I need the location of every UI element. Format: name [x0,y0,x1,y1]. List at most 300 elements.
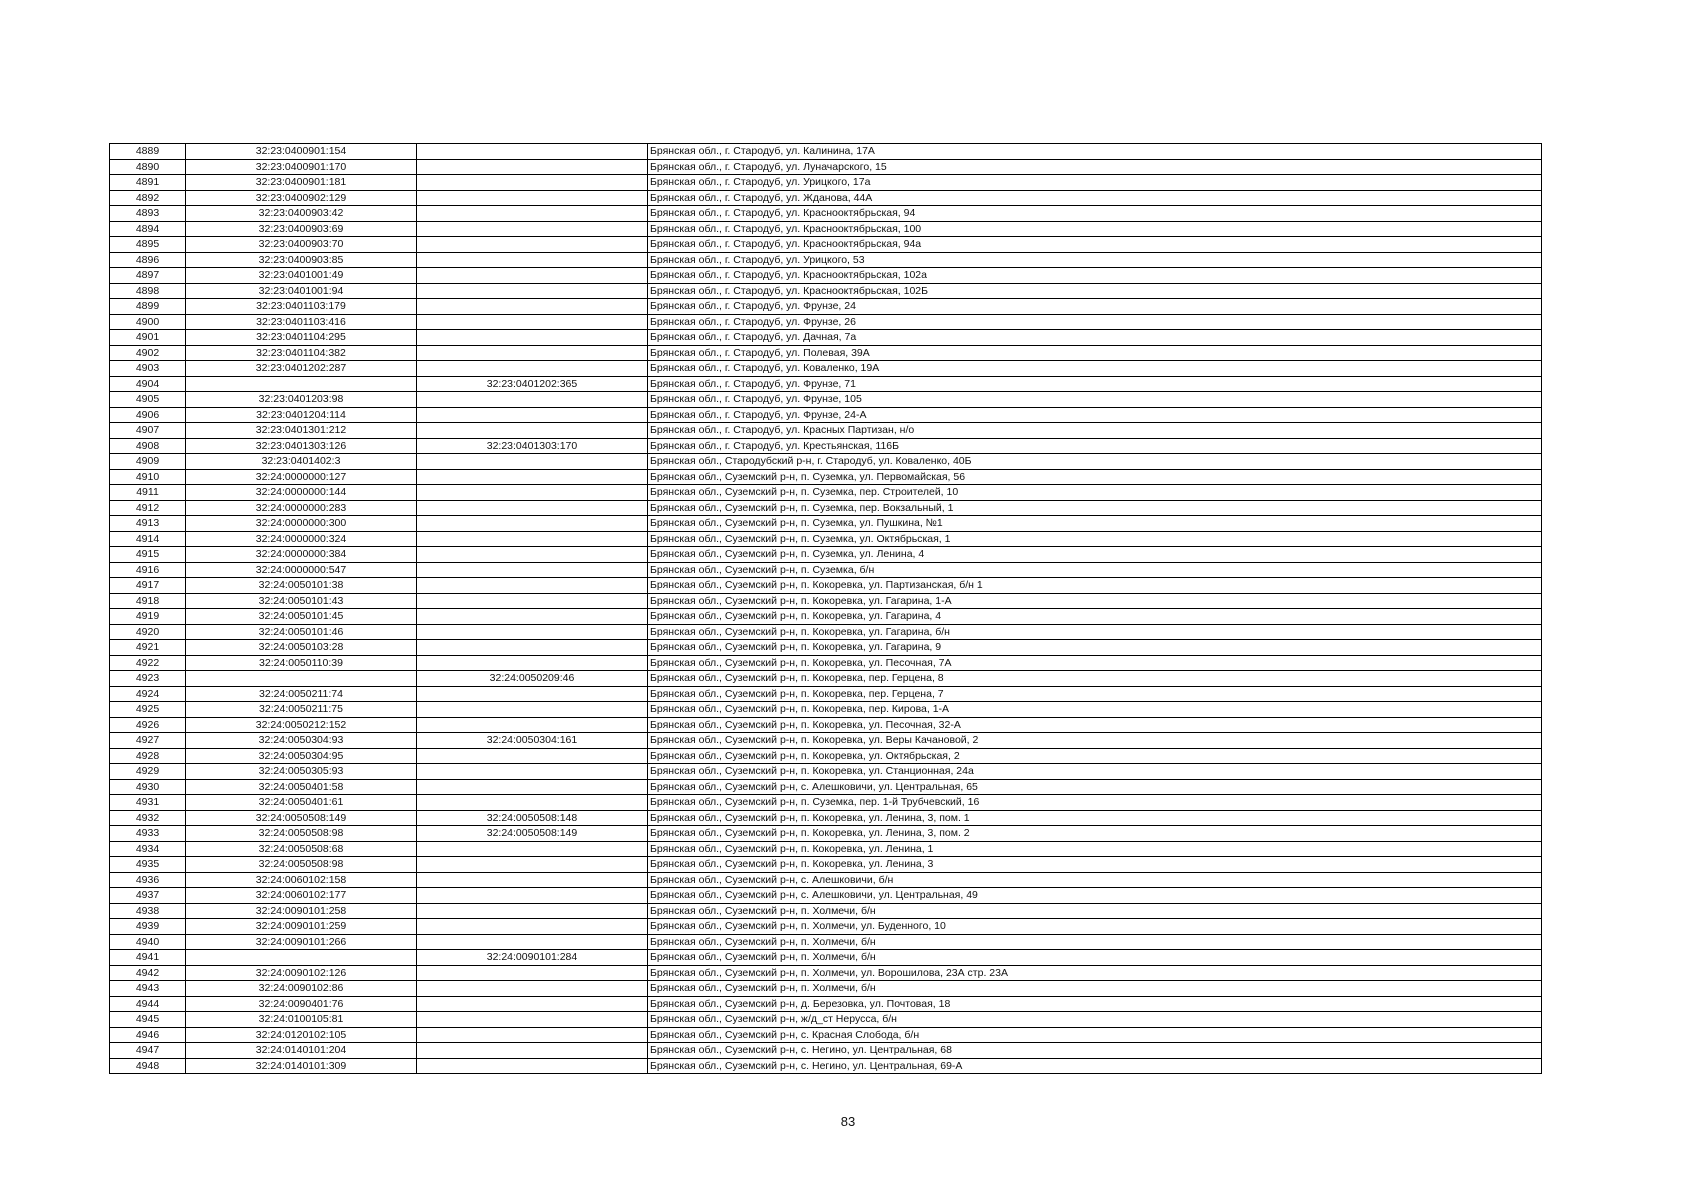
row-number-cell: 4889 [110,144,186,160]
previous-cadastral-number-cell: 32:24:0050304:161 [417,733,648,749]
previous-cadastral-number-cell [417,144,648,160]
table-row [110,1043,1542,1059]
cadastral-number-cell: 32:24:0100105:81 [186,1012,417,1028]
row-number-cell: 4921 [110,640,186,656]
previous-cadastral-number-cell: 32:24:0090101:284 [417,950,648,966]
row-number-cell: 4930 [110,779,186,795]
table-row [110,237,1542,253]
table-row [110,1027,1542,1043]
table-row [110,144,1542,160]
address-cell: Брянская обл., Суземский р-н, п. Суземка, пер. Вокзальный, 1 [648,500,1542,516]
cadastral-number-cell: 32:24:0090101:259 [186,919,417,935]
address-cell: Брянская обл., Суземский р-н, п. Холмечи, ул. Ворошилова, 23А стр. 23А [648,965,1542,981]
table-row [110,671,1542,687]
address-cell: Брянская обл., г. Стародуб, ул. Дачная, 7а [648,330,1542,346]
previous-cadastral-number-cell: 32:23:0401202:365 [417,376,648,392]
previous-cadastral-number-cell [417,841,648,857]
cadastral-number-cell: 32:24:0050508:98 [186,826,417,842]
cadastral-number-cell: 32:24:0090102:126 [186,965,417,981]
cadastral-number-cell: 32:24:0000000:384 [186,547,417,563]
previous-cadastral-number-cell [417,268,648,284]
row-number-cell: 4924 [110,686,186,702]
table-row [110,872,1542,888]
row-number-cell: 4922 [110,655,186,671]
row-number-cell: 4891 [110,175,186,191]
address-cell: Брянская обл., Суземский р-н, п. Кокоревка, ул. Партизанская, б/н 1 [648,578,1542,594]
row-number-cell: 4913 [110,516,186,532]
cadastral-number-cell: 32:24:0050304:93 [186,733,417,749]
row-number-cell: 4942 [110,965,186,981]
address-cell: Брянская обл., г. Стародуб, ул. Калинина, 17А [648,144,1542,160]
previous-cadastral-number-cell [417,407,648,423]
table-row [110,578,1542,594]
table-row [110,392,1542,408]
previous-cadastral-number-cell [417,423,648,439]
previous-cadastral-number-cell [417,1027,648,1043]
address-cell: Брянская обл., г. Стародуб, ул. Крестьянская, 116Б [648,438,1542,454]
cadastral-number-cell: 32:24:0050508:98 [186,857,417,873]
row-number-cell: 4903 [110,361,186,377]
table-row [110,717,1542,733]
table-row [110,361,1542,377]
table-row [110,252,1542,268]
table-row [110,624,1542,640]
address-cell: Брянская обл., Суземский р-н, п. Суземка, пер. Строителей, 10 [648,485,1542,501]
address-cell: Брянская обл., Суземский р-н, п. Холмечи, б/н [648,950,1542,966]
previous-cadastral-number-cell [417,175,648,191]
row-number-cell: 4899 [110,299,186,315]
address-cell: Брянская обл., Суземский р-н, с. Негино, ул. Центральная, 69-А [648,1058,1542,1074]
table-row [110,190,1542,206]
address-cell: Брянская обл., Суземский р-н, п. Кокоревка, ул. Ленина, 3, пом. 1 [648,810,1542,826]
previous-cadastral-number-cell [417,965,648,981]
address-cell: Брянская обл., г. Стародуб, ул. Краснооктябрьская, 94а [648,237,1542,253]
address-cell: Брянская обл., Суземский р-н, п. Холмечи, ул. Буденного, 10 [648,919,1542,935]
address-cell: Брянская обл., Суземский р-н, п. Кокоревка, ул. Ленина, 1 [648,841,1542,857]
table-row [110,919,1542,935]
address-cell: Брянская обл., Суземский р-н, п. Холмечи, б/н [648,981,1542,997]
row-number-cell: 4917 [110,578,186,594]
cadastral-number-cell: 32:23:0401104:295 [186,330,417,346]
table-row [110,516,1542,532]
table-row [110,733,1542,749]
address-cell: Брянская обл., Суземский р-н, п. Кокоревка, ул. Гагарина, 4 [648,609,1542,625]
cadastral-number-cell: 32:23:0401001:49 [186,268,417,284]
cadastral-number-cell: 32:24:0060102:177 [186,888,417,904]
row-number-cell: 4931 [110,795,186,811]
address-cell: Брянская обл., Суземский р-н, п. Кокоревка, ул. Гагарина, б/н [648,624,1542,640]
row-number-cell: 4933 [110,826,186,842]
previous-cadastral-number-cell [417,454,648,470]
row-number-cell: 4943 [110,981,186,997]
address-cell: Брянская обл., г. Стародуб, ул. Луначарского, 15 [648,159,1542,175]
previous-cadastral-number-cell [417,779,648,795]
previous-cadastral-number-cell [417,159,648,175]
table-row [110,547,1542,563]
address-cell: Брянская обл., Суземский р-н, п. Кокоревка, ул. Песочная, 32-А [648,717,1542,733]
previous-cadastral-number-cell [417,345,648,361]
previous-cadastral-number-cell [417,485,648,501]
previous-cadastral-number-cell [417,996,648,1012]
row-number-cell: 4945 [110,1012,186,1028]
previous-cadastral-number-cell [417,919,648,935]
cadastral-number-cell: 32:24:0000000:127 [186,469,417,485]
cadastral-number-cell: 32:24:0000000:300 [186,516,417,532]
row-number-cell: 4938 [110,903,186,919]
row-number-cell: 4939 [110,919,186,935]
cadastral-number-cell: 32:24:0050304:95 [186,748,417,764]
previous-cadastral-number-cell [417,795,648,811]
cadastral-number-cell: 32:24:0050401:58 [186,779,417,795]
cadastral-number-cell: 32:24:0000000:144 [186,485,417,501]
cadastral-number-cell: 32:23:0401402:3 [186,454,417,470]
cadastral-number-cell: 32:23:0401301:212 [186,423,417,439]
table-row [110,686,1542,702]
previous-cadastral-number-cell [417,392,648,408]
row-number-cell: 4895 [110,237,186,253]
table-row [110,764,1542,780]
row-number-cell: 4932 [110,810,186,826]
table-row [110,795,1542,811]
previous-cadastral-number-cell [417,469,648,485]
row-number-cell: 4911 [110,485,186,501]
cadastral-number-cell: 32:24:0060102:158 [186,872,417,888]
row-number-cell: 4896 [110,252,186,268]
address-cell: Брянская обл., Суземский р-н, п. Суземка, б/н [648,562,1542,578]
table-row [110,655,1542,671]
table-row [110,454,1542,470]
previous-cadastral-number-cell [417,516,648,532]
cadastral-number-cell: 32:24:0120102:105 [186,1027,417,1043]
table-row [110,934,1542,950]
table-row [110,438,1542,454]
previous-cadastral-number-cell [417,981,648,997]
address-cell: Брянская обл., Суземский р-н, с. Алешковичи, ул. Центральная, 49 [648,888,1542,904]
previous-cadastral-number-cell [417,237,648,253]
row-number-cell: 4906 [110,407,186,423]
cadastral-number-cell: 32:24:0000000:324 [186,531,417,547]
row-number-cell: 4937 [110,888,186,904]
row-number-cell: 4890 [110,159,186,175]
property-registry-table [109,143,1542,1074]
cadastral-number-cell: 32:24:0090101:266 [186,934,417,950]
previous-cadastral-number-cell [417,562,648,578]
address-cell: Брянская обл., г. Стародуб, ул. Жданова, 44А [648,190,1542,206]
table-row [110,1012,1542,1028]
address-cell: Брянская обл., г. Стародуб, ул. Краснооктябрьская, 102Б [648,283,1542,299]
previous-cadastral-number-cell [417,252,648,268]
cadastral-number-cell: 32:23:0401001:94 [186,283,417,299]
row-number-cell: 4948 [110,1058,186,1074]
table-row [110,469,1542,485]
table-row [110,903,1542,919]
address-cell: Брянская обл., г. Стародуб, ул. Фрунзе, 26 [648,314,1542,330]
table-row [110,283,1542,299]
page-number: 83 [840,1114,856,1129]
previous-cadastral-number-cell [417,702,648,718]
address-cell: Брянская обл., г. Стародуб, ул. Фрунзе, 71 [648,376,1542,392]
previous-cadastral-number-cell [417,221,648,237]
address-cell: Брянская обл., Суземский р-н, с. Негино, ул. Центральная, 68 [648,1043,1542,1059]
previous-cadastral-number-cell [417,934,648,950]
cadastral-number-cell: 32:23:0400903:42 [186,206,417,222]
row-number-cell: 4934 [110,841,186,857]
address-cell: Брянская обл., г. Стародуб, ул. Полевая, 39А [648,345,1542,361]
cadastral-number-cell: 32:24:0050110:39 [186,655,417,671]
row-number-cell: 4908 [110,438,186,454]
previous-cadastral-number-cell: 32:23:0401303:170 [417,438,648,454]
row-number-cell: 4940 [110,934,186,950]
row-number-cell: 4902 [110,345,186,361]
row-number-cell: 4935 [110,857,186,873]
previous-cadastral-number-cell [417,593,648,609]
cadastral-number-cell: 32:24:0050211:75 [186,702,417,718]
previous-cadastral-number-cell [417,190,648,206]
address-cell: Брянская обл., г. Стародуб, ул. Фрунзе, 24-А [648,407,1542,423]
row-number-cell: 4892 [110,190,186,206]
previous-cadastral-number-cell [417,655,648,671]
row-number-cell: 4893 [110,206,186,222]
row-number-cell: 4905 [110,392,186,408]
previous-cadastral-number-cell [417,1043,648,1059]
table-row [110,407,1542,423]
row-number-cell: 4929 [110,764,186,780]
previous-cadastral-number-cell [417,624,648,640]
previous-cadastral-number-cell: 32:24:0050508:148 [417,810,648,826]
address-cell: Брянская обл., Стародубский р-н, г. Стародуб, ул. Коваленко, 40Б [648,454,1542,470]
address-cell: Брянская обл., Суземский р-н, п. Кокоревка, пер. Кирова, 1-А [648,702,1542,718]
cadastral-number-cell: 32:23:0401103:416 [186,314,417,330]
cadastral-number-cell: 32:24:0140101:204 [186,1043,417,1059]
cadastral-number-cell: 32:23:0400901:170 [186,159,417,175]
row-number-cell: 4910 [110,469,186,485]
row-number-cell: 4897 [110,268,186,284]
address-cell: Брянская обл., Суземский р-н, п. Суземка, ул. Октябрьская, 1 [648,531,1542,547]
row-number-cell: 4946 [110,1027,186,1043]
address-cell: Брянская обл., Суземский р-н, д. Березовка, ул. Почтовая, 18 [648,996,1542,1012]
row-number-cell: 4912 [110,500,186,516]
address-cell: Брянская обл., Суземский р-н, п. Кокоревка, ул. Гагарина, 1-А [648,593,1542,609]
previous-cadastral-number-cell [417,531,648,547]
cadastral-number-cell: 32:24:0050401:61 [186,795,417,811]
registry-table-body [110,144,1542,1074]
table-row [110,314,1542,330]
previous-cadastral-number-cell [417,206,648,222]
address-cell: Брянская обл., Суземский р-н, с. Алешковичи, б/н [648,872,1542,888]
previous-cadastral-number-cell [417,361,648,377]
cadastral-number-cell: 32:23:0401103:179 [186,299,417,315]
address-cell: Брянская обл., Суземский р-н, п. Кокоревка, пер. Герцена, 7 [648,686,1542,702]
previous-cadastral-number-cell [417,500,648,516]
row-number-cell: 4894 [110,221,186,237]
table-row [110,810,1542,826]
previous-cadastral-number-cell: 32:24:0050209:46 [417,671,648,687]
address-cell: Брянская обл., Суземский р-н, п. Кокоревка, пер. Герцена, 8 [648,671,1542,687]
address-cell: Брянская обл., г. Стародуб, ул. Красных Партизан, н/о [648,423,1542,439]
table-row [110,826,1542,842]
row-number-cell: 4928 [110,748,186,764]
previous-cadastral-number-cell [417,1012,648,1028]
previous-cadastral-number-cell [417,640,648,656]
row-number-cell: 4920 [110,624,186,640]
cadastral-number-cell: 32:24:0050508:149 [186,810,417,826]
table-row [110,206,1542,222]
row-number-cell: 4898 [110,283,186,299]
row-number-cell: 4947 [110,1043,186,1059]
cadastral-number-cell: 32:23:0400903:69 [186,221,417,237]
address-cell: Брянская обл., г. Стародуб, ул. Урицкого, 17а [648,175,1542,191]
cadastral-number-cell: 32:23:0400902:129 [186,190,417,206]
row-number-cell: 4941 [110,950,186,966]
previous-cadastral-number-cell [417,888,648,904]
cadastral-number-cell: 32:24:0050305:93 [186,764,417,780]
cadastral-number-cell: 32:24:0000000:283 [186,500,417,516]
address-cell: Брянская обл., г. Стародуб, ул. Фрунзе, 24 [648,299,1542,315]
cadastral-number-cell: 32:24:0050101:46 [186,624,417,640]
table-row [110,965,1542,981]
table-row [110,950,1542,966]
cadastral-number-cell: 32:24:0050101:43 [186,593,417,609]
address-cell: Брянская обл., Суземский р-н, п. Холмечи, б/н [648,934,1542,950]
table-row [110,175,1542,191]
address-cell: Брянская обл., Суземский р-н, п. Кокоревка, ул. Веры Качановой, 2 [648,733,1542,749]
address-cell: Брянская обл., г. Стародуб, ул. Фрунзе, 105 [648,392,1542,408]
address-cell: Брянская обл., Суземский р-н, п. Кокоревка, ул. Песочная, 7А [648,655,1542,671]
address-cell: Брянская обл., г. Стародуб, ул. Краснооктябрьская, 102а [648,268,1542,284]
row-number-cell: 4904 [110,376,186,392]
previous-cadastral-number-cell [417,686,648,702]
cadastral-number-cell [186,671,417,687]
table-row [110,159,1542,175]
row-number-cell: 4936 [110,872,186,888]
row-number-cell: 4914 [110,531,186,547]
cadastral-number-cell: 32:23:0400903:85 [186,252,417,268]
row-number-cell: 4919 [110,609,186,625]
address-cell: Брянская обл., Суземский р-н, п. Кокоревка, ул. Ленина, 3 [648,857,1542,873]
cadastral-number-cell [186,376,417,392]
address-cell: Брянская обл., Суземский р-н, с. Алешковичи, ул. Центральная, 65 [648,779,1542,795]
cadastral-number-cell: 32:24:0050211:74 [186,686,417,702]
table-row [110,330,1542,346]
cadastral-number-cell: 32:23:0401104:382 [186,345,417,361]
table-row [110,748,1542,764]
cadastral-number-cell: 32:23:0400903:70 [186,237,417,253]
row-number-cell: 4900 [110,314,186,330]
row-number-cell: 4918 [110,593,186,609]
previous-cadastral-number-cell [417,903,648,919]
table-row [110,221,1542,237]
cadastral-number-cell: 32:24:0090102:86 [186,981,417,997]
address-cell: Брянская обл., г. Стародуб, ул. Урицкого, 53 [648,252,1542,268]
address-cell: Брянская обл., Суземский р-н, п. Суземка, ул. Ленина, 4 [648,547,1542,563]
cadastral-number-cell: 32:24:0050212:152 [186,717,417,733]
row-number-cell: 4915 [110,547,186,563]
row-number-cell: 4925 [110,702,186,718]
address-cell: Брянская обл., г. Стародуб, ул. Коваленко, 19А [648,361,1542,377]
cadastral-number-cell: 32:23:0401303:126 [186,438,417,454]
row-number-cell: 4927 [110,733,186,749]
address-cell: Брянская обл., Суземский р-н, п. Кокоревка, ул. Гагарина, 9 [648,640,1542,656]
table-row [110,609,1542,625]
table-row [110,531,1542,547]
cadastral-number-cell [186,950,417,966]
table-row [110,345,1542,361]
table-row [110,500,1542,516]
previous-cadastral-number-cell [417,330,648,346]
address-cell: Брянская обл., г. Стародуб, ул. Краснооктябрьская, 94 [648,206,1542,222]
cadastral-number-cell: 32:23:0401204:114 [186,407,417,423]
table-row [110,841,1542,857]
cadastral-number-cell: 32:24:0090401:76 [186,996,417,1012]
address-cell: Брянская обл., г. Стародуб, ул. Краснооктябрьская, 100 [648,221,1542,237]
previous-cadastral-number-cell [417,547,648,563]
table-row [110,996,1542,1012]
previous-cadastral-number-cell [417,717,648,733]
address-cell: Брянская обл., Суземский р-н, с. Красная Слобода, б/н [648,1027,1542,1043]
table-row [110,423,1542,439]
previous-cadastral-number-cell [417,1058,648,1074]
cadastral-number-cell: 32:23:0400901:154 [186,144,417,160]
previous-cadastral-number-cell [417,857,648,873]
previous-cadastral-number-cell [417,609,648,625]
cadastral-number-cell: 32:24:0090101:258 [186,903,417,919]
row-number-cell: 4944 [110,996,186,1012]
address-cell: Брянская обл., Суземский р-н, п. Суземка, ул. Пушкина, №1 [648,516,1542,532]
cadastral-number-cell: 32:24:0050103:28 [186,640,417,656]
cadastral-number-cell: 32:23:0401202:287 [186,361,417,377]
previous-cadastral-number-cell [417,283,648,299]
previous-cadastral-number-cell: 32:24:0050508:149 [417,826,648,842]
table-row [110,299,1542,315]
table-row [110,268,1542,284]
cadastral-number-cell: 32:24:0050508:68 [186,841,417,857]
table-row [110,779,1542,795]
address-cell: Брянская обл., Суземский р-н, ж/д_ст Нерусса, б/н [648,1012,1542,1028]
cadastral-number-cell: 32:23:0400901:181 [186,175,417,191]
row-number-cell: 4923 [110,671,186,687]
cadastral-number-cell: 32:24:0140101:309 [186,1058,417,1074]
table-row [110,702,1542,718]
cadastral-number-cell: 32:24:0050101:45 [186,609,417,625]
table-row [110,857,1542,873]
table-row [110,981,1542,997]
address-cell: Брянская обл., Суземский р-н, п. Кокоревка, ул. Ленина, 3, пом. 2 [648,826,1542,842]
previous-cadastral-number-cell [417,299,648,315]
previous-cadastral-number-cell [417,872,648,888]
cadastral-number-cell: 32:24:0000000:547 [186,562,417,578]
address-cell: Брянская обл., Суземский р-н, п. Кокоревка, ул. Станционная, 24а [648,764,1542,780]
previous-cadastral-number-cell [417,764,648,780]
table-row [110,888,1542,904]
row-number-cell: 4916 [110,562,186,578]
cadastral-number-cell: 32:24:0050101:38 [186,578,417,594]
row-number-cell: 4901 [110,330,186,346]
address-cell: Брянская обл., Суземский р-н, п. Кокоревка, ул. Октябрьская, 2 [648,748,1542,764]
row-number-cell: 4909 [110,454,186,470]
table-row [110,485,1542,501]
row-number-cell: 4907 [110,423,186,439]
table-row [110,593,1542,609]
table-row [110,376,1542,392]
previous-cadastral-number-cell [417,578,648,594]
cadastral-number-cell: 32:23:0401203:98 [186,392,417,408]
address-cell: Брянская обл., Суземский р-н, п. Суземка, пер. 1-й Трубчевский, 16 [648,795,1542,811]
address-cell: Брянская обл., Суземский р-н, п. Холмечи, б/н [648,903,1542,919]
previous-cadastral-number-cell [417,748,648,764]
previous-cadastral-number-cell [417,314,648,330]
row-number-cell: 4926 [110,717,186,733]
table-row [110,1058,1542,1074]
